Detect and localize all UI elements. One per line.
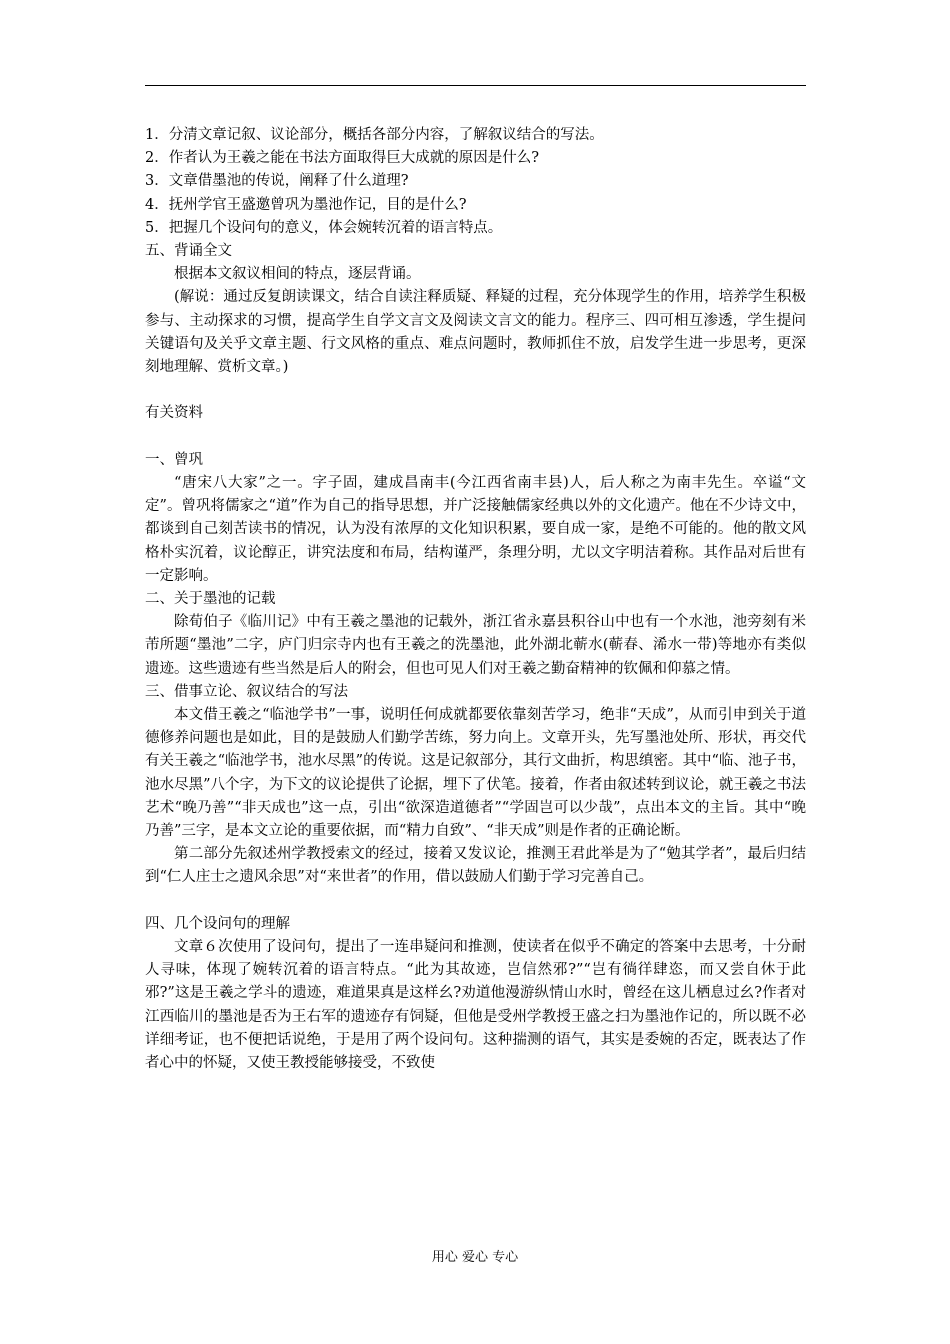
question-2: 2．作者认为王羲之能在书法方面取得巨大成就的原因是什么? <box>145 150 539 167</box>
resource-3-heading: 三、借事立论、叙议结合的写法 <box>145 683 348 700</box>
resources-title: 有关资料 <box>145 405 203 422</box>
question-5: 5．把握几个设问句的意义，体会婉转沉着的语言特点。 <box>145 219 503 236</box>
resource-2-heading: 二、关于墨池的记载 <box>145 591 276 608</box>
resource-1-heading: 一、曾巩 <box>145 451 203 468</box>
resource-4-text: 文章６次使用了设问句，提出了一连串疑问和推测，使读者在似乎不确定的答案中去思考，十分耐人寻味，体现了婉转沉着的语言特点。“此为其故迹，岂信然邪?”“岂有徜徉肆恣，而又尝自休于此邪?”这是王羲之学斗的遗迹，难道果真是这样幺?劝道他漫游纵情山水时，曾经在这儿栖息过幺?作者对江西临川的墨池是否为王右军的遗迹存有饲疑，但他是受州学教授王盛之扫为墨池作记的，所以既不必详细考证，也不便把话说绝，于是用了两个设问句。这种揣测的语气，其实是委婉的否定，既表达了作者心中的怀疑，又使王教授能够接受，不致使 <box>145 939 806 1072</box>
header-rule <box>145 85 806 86</box>
resource-4-heading: 四、几个设问句的理解 <box>145 915 290 932</box>
page-footer: 用心 爱心 专心 <box>431 1250 519 1265</box>
section-5-text: 根据本文叙议相间的特点，逐层背诵。 <box>174 266 421 283</box>
resource-3-text-1: 本文借王羲之“临池学书”一事，说明任何成就都要依靠刻苦学习，绝非“天成”，从而引申到关于道德修养问题也是如此，目的是鼓励人们勤学苦练，努力向上。文章开头，先写墨池处所、形状，再交代有关王羲之“临池学书，池水尽黑”的传说。这是记叙部分，其行文曲折，构思缜密。其中“临、池子书，池水尽黑”八个字，为下文的议论提供了论据，埋下了伏笔。接着，作者由叙述转到议论，就王羲之书法艺术“晚乃善”“非天成也”这一点，引出“欲深造道德者”“学固岂可以少哉”，点出本文的主旨。其中“晚乃善”三字，是本文立论的重要依据，而“精力自致”、“非天成”则是作者的正确论断。 <box>145 707 806 840</box>
document-body <box>145 124 806 1075</box>
section-5-note: (解说：通过反复朗读课文，结合自读注释质疑、释疑的过程，充分体现学生的作用，培养学生积极参与、主动探求的习惯，提高学生自学文言文及阅读文言文的能力。程序三、四可相互渗透，学生提问关键语句及关乎文章主题、行文风格的重点、难点问题时，教师抓住不放，启发学生进一步思考，更深刻地理解、赏析文章。) <box>145 289 806 376</box>
resource-2-text: 除荀伯子《临川记》中有王羲之墨池的记载外，浙江省永嘉县积谷山中也有一个水池，池旁刻有米芾所题“墨池”二字，庐门归宗寺内也有王羲之的洗墨池，此外湖北蕲水(蕲春、浠水一带)等地亦有类似遗迹。这些遗迹有些当然是后人的附会，但也可见人们对王羲之勤奋精神的钦佩和仰慕之情。 <box>145 614 806 677</box>
question-4: 4．抚州学官王盛邀曾巩为墨池作记，目的是什么? <box>145 196 467 213</box>
question-1: 1．分清文章记叙、议论部分，概括各部分内容，了解叙议结合的写法。 <box>145 127 604 143</box>
question-3: 3．文章借墨池的传说，阐释了什么道理? <box>145 173 409 190</box>
section-5-heading: 五、背诵全文 <box>145 243 232 260</box>
resource-1-text: “唐宋八大家”之一。字子固，建成昌南丰(今江西省南丰县)人，后人称之为南丰先生。卒谥“文定”。曾巩将儒家之“道”作为自己的指导思想，并广泛接触儒家经典以外的文化遗产。他在不少诗文中，都谈到自己刻苦读书的情况，认为没有浓厚的文化知识积累，要自成一家，是绝不可能的。他的散文风格朴实沉着，议论醇正，讲究法度和布局，结构谨严，条理分明，尤以文字明洁着称。其作品对后世有一定影响。 <box>145 475 806 584</box>
resource-3-text-2: 第二部分先叙述州学教授索文的经过，接着又发议论，推测王君此举是为了“勉其学者”，最后归结到“仁人庄士之遗风余思”对“来世者”的作用，借以鼓励人们勤于学习完善自己。 <box>145 846 806 886</box>
